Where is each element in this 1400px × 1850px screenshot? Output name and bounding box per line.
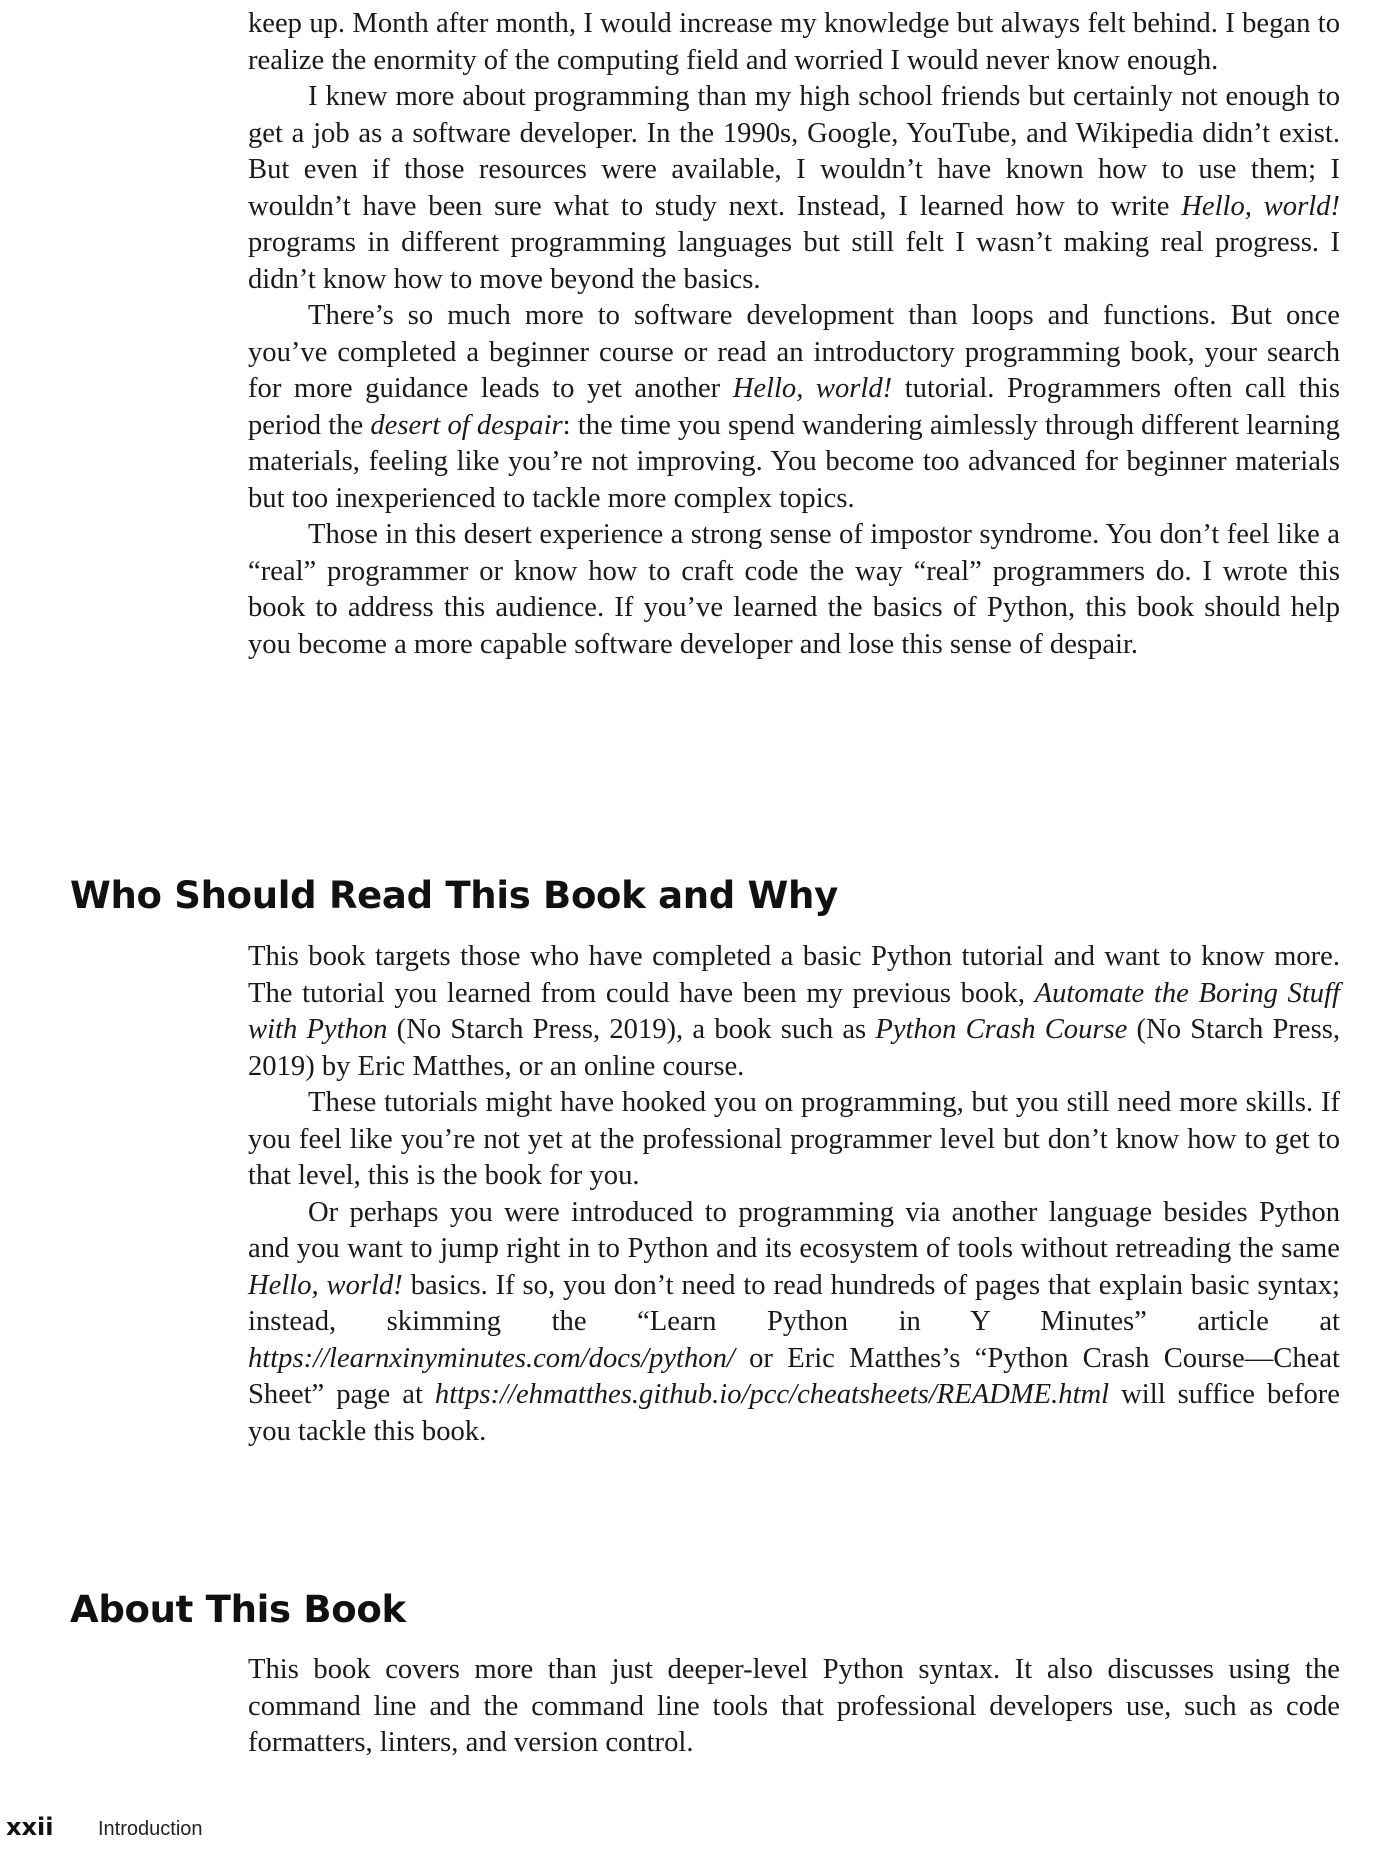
- paragraph-text: (No Starch Press, 2019) by Eric Matthes, or an online course.: [248, 1014, 1340, 1082]
- section-heading-who-should-read: Who Should Read This Book and Why: [70, 874, 838, 917]
- intro-paragraph-4: [248, 517, 1340, 663]
- url-learnxinyminutes: https://learnxinyminutes.com/docs/python/: [248, 1342, 735, 1374]
- paragraph-text: Or perhaps you were introduced to programming via another language besides Python and you want to jump right in to Python and its ecosystem of tools without retreading the same: [248, 1196, 1340, 1264]
- about-paragraph-1: [248, 1652, 1340, 1762]
- italic-phrase: Hello, world!: [1181, 190, 1340, 222]
- paragraph-text: programs in different programming languages but still felt I wasn’t making real progress. I didn’t know how to move beyond the basics.: [248, 227, 1340, 295]
- who-paragraph-3: [248, 1195, 1340, 1451]
- paragraph-text: : the time you spend wandering aimlessly through different learning materials, feeling like you’re not improving. You become too advanced for beginner materials but too inexperienced to tackle more complex topics.: [248, 409, 1340, 514]
- paragraph-text: will suffice before you tackle this book.: [248, 1379, 1340, 1447]
- intro-paragraph-1: [248, 6, 1340, 79]
- paragraph-text: I knew more about programming than my high school friends but certainly not enough to get a job as a software developer. In the 1990s, Google, YouTube, and Wikipedia didn’t exist. But even if those resources were available, I wouldn’t have known how to use them; I wouldn’t have been sure what to study next. Instead, I learned how to write: [248, 81, 1340, 222]
- paragraph-text: This book covers more than just deeper-level Python syntax. It also discusses using the command line and the command line tools that professional developers use, such as code formatters, linters, and version control.: [248, 1654, 1340, 1758]
- page-number: xxii: [6, 1813, 54, 1841]
- page-footer: [0, 1812, 400, 1848]
- paragraph-text: tutorial. Programmers often call this period the: [248, 373, 1340, 441]
- paragraph-text: This book targets those who have completed a basic Python tutorial and want to know more. The tutorial you learned from could have been my previous book,: [248, 941, 1340, 1009]
- italic-phrase: Hello, world!: [732, 373, 893, 404]
- url-cheatsheet: https://ehmatthes.github.io/pcc/cheatsheets/README.html: [434, 1379, 1110, 1410]
- running-head: Introduction: [98, 1818, 203, 1840]
- paragraph-text: (No Starch Press, 2019), a book such as: [387, 1014, 876, 1045]
- book-title: Automate the Boring Stuff with Python: [248, 977, 1340, 1045]
- paragraph-text: These tutorials might have hooked you on programming, but you still need more skills. If you feel like you’re not yet at the professional programmer level but don’t know how to get to that level, this is the book for you.: [248, 1087, 1340, 1191]
- paragraph-text: or Eric Matthes’s “Python Crash Course—Cheat Sheet” page at: [248, 1342, 1340, 1410]
- paragraph-text: There’s so much more to software development than loops and functions. But once you’ve completed a beginner course or read an introductory programming book, your search for more guidance leads to yet another: [248, 300, 1340, 404]
- intro-section: [248, 6, 1340, 663]
- italic-term: desert of despair: [370, 409, 563, 441]
- italic-phrase: Hello, world!: [248, 1269, 403, 1301]
- book-title: Python Crash Course: [875, 1014, 1128, 1045]
- who-paragraph-1: [248, 939, 1340, 1085]
- paragraph-text: keep up. Month after month, I would increase my knowledge but always felt behind. I began to realize the enormity of the computing field and worried I would never know enough.: [248, 8, 1340, 76]
- about-section: [248, 1652, 1340, 1762]
- who-paragraph-2: [248, 1085, 1340, 1195]
- section-heading-about-this-book: About This Book: [70, 1588, 406, 1631]
- paragraph-text: Those in this desert experience a strong sense of impostor syndrome. You don’t feel like a “real” programmer or know how to craft code the way “real” programmers do. I wrote this book to address this audience. If you’ve learned the basics of Python, this book should help you become a more capable software developer and lose this sense of despair.: [248, 519, 1340, 660]
- intro-paragraph-2: [248, 79, 1340, 298]
- intro-paragraph-3: [248, 298, 1340, 517]
- paragraph-text: basics. If so, you don’t need to read hundreds of pages that explain basic syntax; instead, skimming the “Learn Python in Y Minutes” article at: [248, 1269, 1340, 1337]
- who-section: [248, 939, 1340, 1450]
